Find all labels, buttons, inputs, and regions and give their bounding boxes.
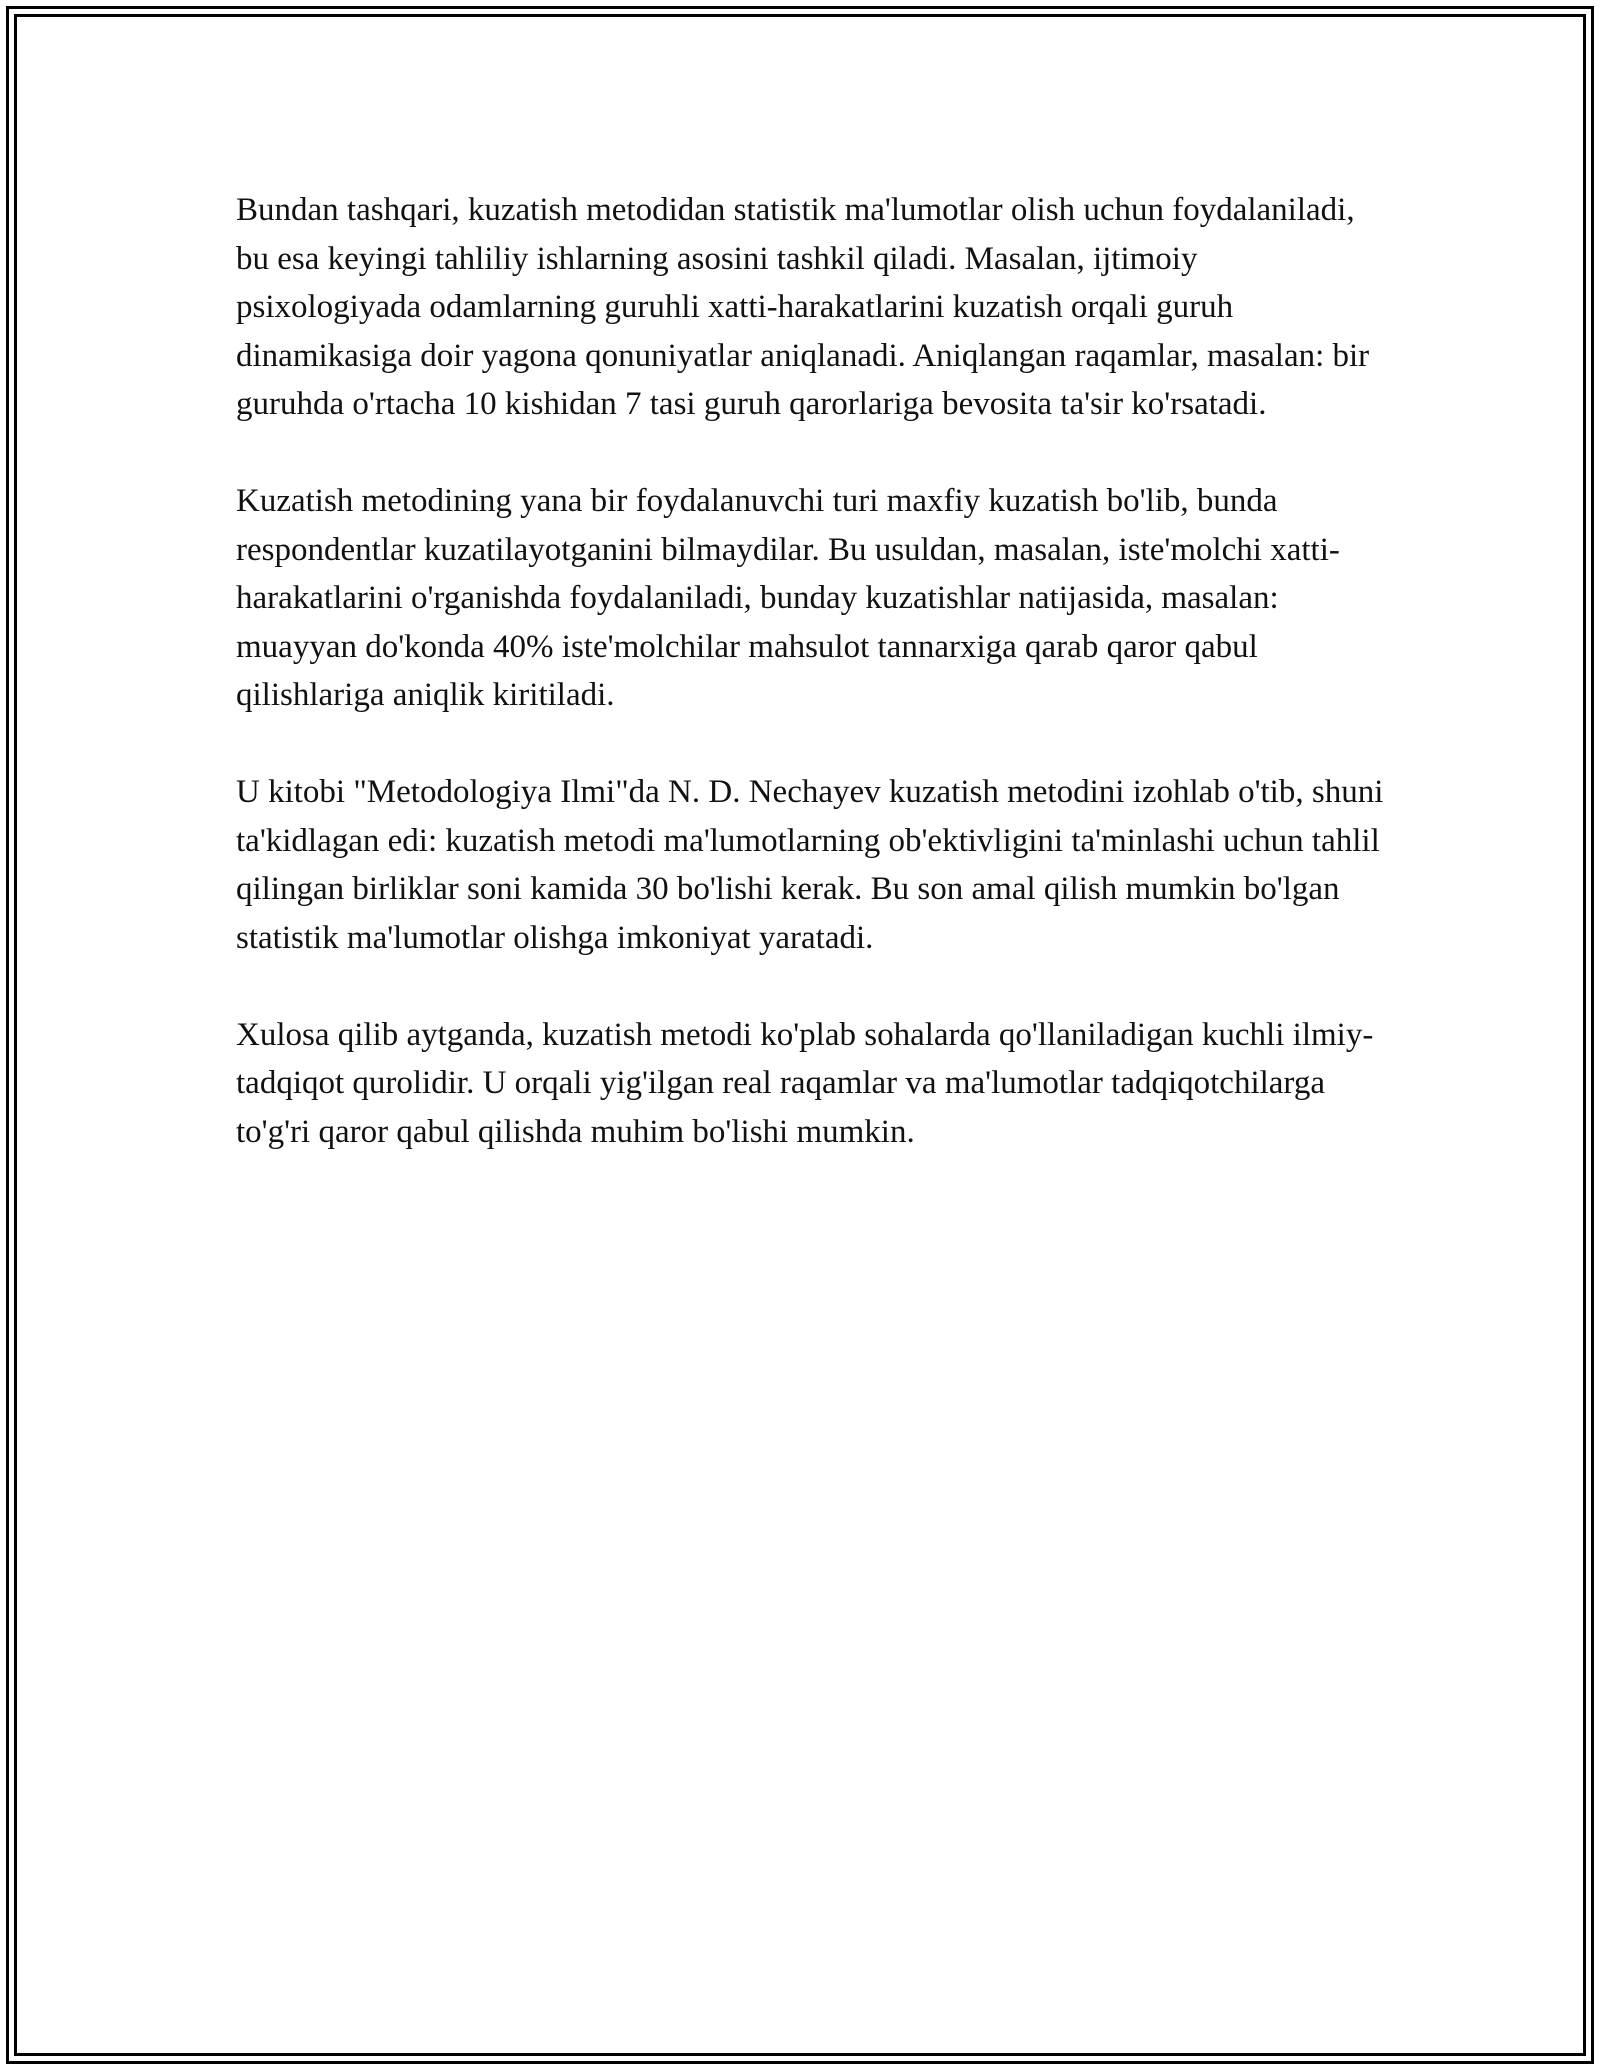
document-body [236,186,1386,1205]
paragraph-covert-observation: Kuzatish metodining yana bir foydalanuvchi turi maxfiy kuzatish bo'lib, bunda respondentlar kuzatilayotganini bilmaydilar. Bu usuldan, masalan, iste'molchi xatti-harakatlarini o'rganishda foydalaniladi, bunday kuzatishlar natijasida, masalan: muayyan do'konda 40% iste'molchilar mahsulot tannarxiga qarab qaror qabul qilishlariga aniqlik kiritiladi. [236,483,1340,713]
paragraph-nechayev: U kitobi "Metodologiya Ilmi"da N. D. Nechayev kuzatish metodini izohlab o'tib, shuni ta'kidlagan edi: kuzatish metodi ma'lumotlarning ob'ektivligini ta'minlashi uchun tahlil qilingan birliklar soni kamida 30 bo'lishi kerak. Bu son amal qilish mumkin bo'lgan statistik ma'lumotlar olishga imkoniyat yaratadi. [236,774,1384,956]
paragraph-statistics: Bundan tashqari, kuzatish metodidan statistik ma'lumotlar olish uchun foydalaniladi, bu esa keyingi tahliliy ishlarning asosini tashkil qiladi. Masalan, ijtimoiy psixologiyada odamlarning guruhli xatti-harakatlarini kuzatish orqali guruh dinamikasiga doir yagona qonuniyatlar aniqlanadi. Aniqlangan raqamlar, masalan: bir guruhda o'rtacha 10 kishidan 7 tasi guruh qarorlariga bevosita ta'sir ko'rsatadi. [236,192,1370,422]
paragraph-conclusion: Xulosa qilib aytganda, kuzatish metodi ko'plab sohalarda qo'llaniladigan kuchli ilmiy-tadqiqot qurolidir. U orqali yig'ilgan real raqamlar va ma'lumotlar tadqiqotchilarga to'g'ri qaror qabul qilishda muhim bo'lishi mumkin. [236,1016,1374,1150]
